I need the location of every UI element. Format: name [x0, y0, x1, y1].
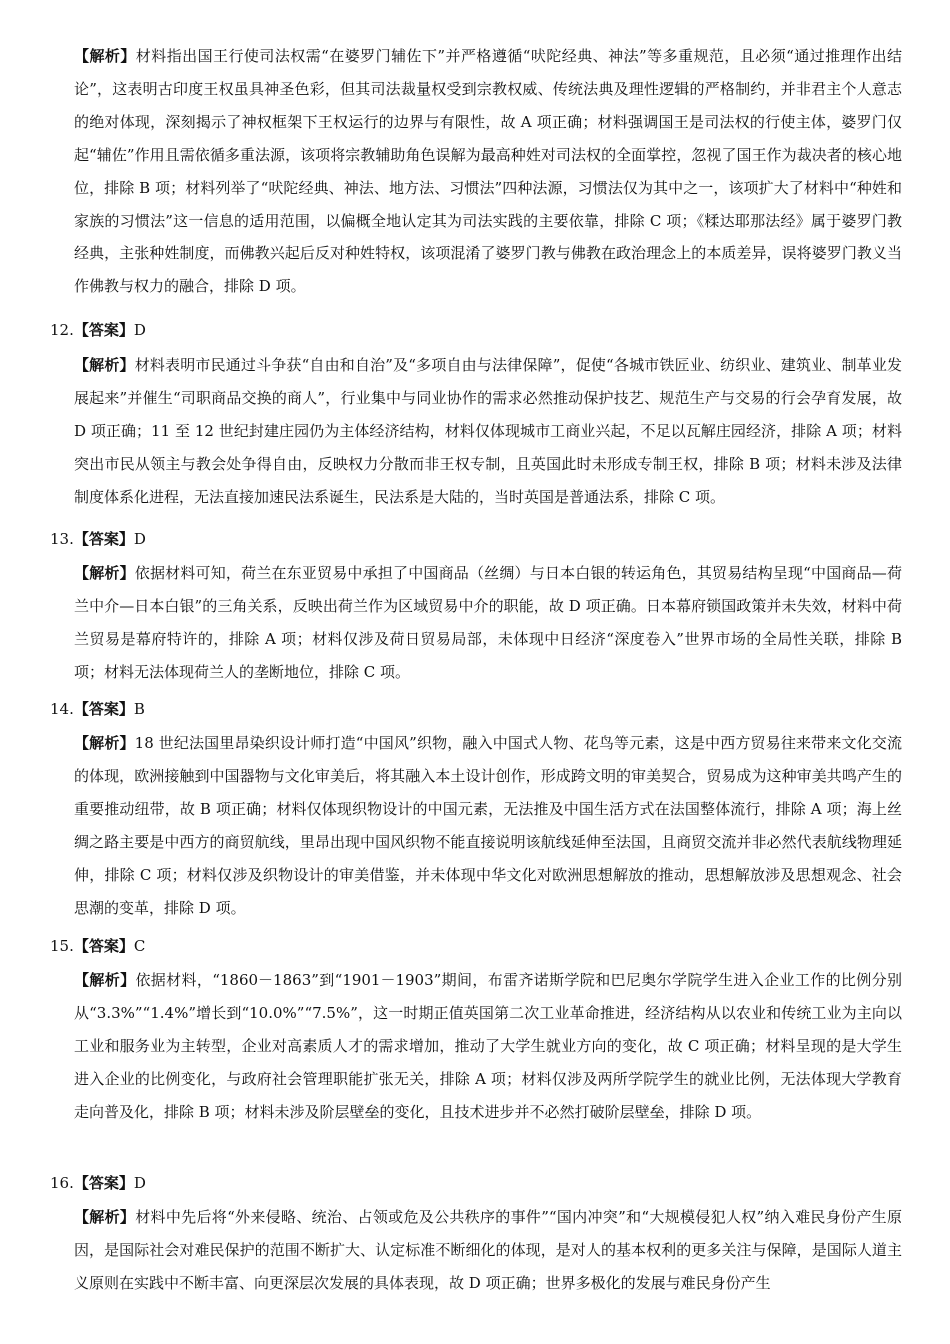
question-number: 14.	[50, 700, 74, 718]
analysis-label: 【解析】	[74, 47, 136, 65]
question-number: 12.	[50, 321, 74, 339]
analysis-text: 依据材料可知，荷兰在东亚贸易中承担了中国商品（丝绸）与日本白银的转运角色，其贸易结构呈现“中国商品—荷兰中介—日本白银”的三角关系，反映出荷兰作为区域贸易中介的职能，故 D 项正确。日本幕府锁国政策并未失效，材料中荷兰贸易是幕府特许的，排除 A 项；材料仅涉及荷日贸易局部，未体现中日经济“深度卷入”世界市场的全局性关联，排除 B 项；材料无法体现荷兰人的垄断地位，排除 C 项。	[74, 564, 902, 681]
analysis-text: 材料指出国王行使司法权需“在婆罗门辅佐下”并严格遵循“吠陀经典、神法”等多重规范，且必须“通过推理作出结论”，这表明古印度王权虽具神圣色彩，但其司法裁量权受到宗教权威、传统法典及理性逻辑的严格制约，并非君主个人意志的绝对体现，深刻揭示了神权框架下王权运行的边界与有限性，故 A 项正确；材料强调国王是司法权的行使主体，婆罗门仅起“辅佐”作用且需依循多重法源，该项将宗教辅助角色误解为最高种姓对司法权的全面掌控，忽视了国王作为裁决者的核心地位，排除 B 项；材料列举了“吠陀经典、神法、地方法、习惯法”四种法源，习惯法仅为其中之一，该项扩大了材料中“种姓和家族的习惯法”这一信息的适用范围，以偏概全地认定其为司法实践的主要依靠，排除 C 项；《糅达耶那法经》属于婆罗门教经典，主张种姓制度，而佛教兴起后反对种姓特权，该项混淆了婆罗门教与佛教在政治理念上的本质差异，误将婆罗门教义当作佛教与权力的融合，排除 D 项。	[74, 47, 902, 296]
analysis-15	[74, 964, 902, 1129]
analysis-text: 18 世纪法国里昂染织设计师打造“中国风”织物，融入中国式人物、花鸟等元素，这是中西方贸易往来带来文化交流的体现，欧洲接触到中国器物与文化审美后，将其融入本土设计创作，形成跨文明的审美契合，贸易成为这种审美共鸣产生的重要推动纽带，故 B 项正确；材料仅体现织物设计的中国元素，无法推及中国生活方式在法国整体流行，排除 A 项；海上丝绸之路主要是中西方的商贸航线，里昂出现中国风织物不能直接说明该航线延伸至法国，且商贸交流并非必然代表航线物理延伸，排除 C 项；材料仅涉及织物设计的审美借鉴，并未体现中华文化对欧洲思想解放的推动，思想解放涉及思想观念、社会思潮的变革，排除 D 项。	[74, 734, 902, 917]
analysis-13	[74, 557, 902, 689]
question-number: 16.	[50, 1174, 74, 1192]
analysis-label: 【解析】	[74, 564, 135, 582]
analysis-text: 材料表明市民通过斗争获“自由和自治”及“多项自由与法律保障”，促使“各城市铁匠业、纺织业、建筑业、制革业发展起来”并催生“司职商品交换的商人”，行业集中与同业协作的需求必然推动保护技艺、规范生产与交易的行会孕育发展，故 D 项正确；11 至 12 世纪封建庄园仍为主体经济结构，材料仅体现城市工商业兴起，不足以瓦解庄园经济，排除 A 项；材料突出市民从领主与教会处争得自由，反映权力分散而非王权专制，且英国此时未形成专制王权，排除 B 项；材料未涉及法律制度体系化进程，无法直接加速民法系诞生，民法系是大陆的，当时英国是普通法系，排除 C 项。	[74, 356, 902, 506]
question-number: 15.	[50, 937, 74, 955]
answer-label: 【答案】	[73, 1174, 134, 1192]
question-number: 13.	[50, 530, 74, 548]
analysis-label: 【解析】	[74, 356, 135, 374]
analysis-12	[74, 349, 902, 514]
answer-12	[50, 320, 146, 340]
analysis-label: 【解析】	[74, 734, 135, 752]
answer-value: C	[133, 937, 146, 955]
analysis-label: 【解析】	[74, 971, 136, 989]
analysis-16	[74, 1201, 902, 1300]
answer-13	[50, 529, 146, 549]
answer-value: D	[133, 321, 146, 339]
answer-15	[50, 936, 145, 956]
analysis-14	[74, 727, 902, 924]
answer-label: 【答案】	[73, 530, 134, 548]
analysis-11	[74, 40, 902, 303]
answer-value: D	[133, 530, 146, 548]
answer-label: 【答案】	[73, 937, 134, 955]
analysis-label: 【解析】	[74, 1208, 136, 1226]
answer-16	[50, 1173, 146, 1193]
analysis-text: 依据材料，“1860－1863”到“1901－1903”期间，布雷齐诺斯学院和巴尼奥尔学院学生进入企业工作的比例分别从“3.3%”“1.4%”增长到“10.0%”“7.5%”，这一时期正值英国第二次工业革命推进，经济结构从以农业和传统工业为主向以工业和服务业为主转型，企业对高素质人才的需求增加，推动了大学生就业方向的变化，故 C 项正确；材料呈现的是大学生进入企业的比例变化，与政府社会管理职能扩张无关，排除 A 项；材料仅涉及两所学院学生的就业比例，无法体现大学教育走向普及化，排除 B 项；材料未涉及阶层壁垒的变化，且技术进步并不必然打破阶层壁垒，排除 D 项。	[74, 971, 902, 1121]
answer-label: 【答案】	[73, 321, 134, 339]
answer-value: B	[133, 700, 145, 718]
answer-14	[50, 699, 145, 719]
answer-value: D	[133, 1174, 146, 1192]
analysis-text: 材料中先后将“外来侵略、统治、占领或危及公共秩序的事件”“国内冲突”和“大规模侵犯人权”纳入难民身份产生原因，是国际社会对难民保护的范围不断扩大、认定标准不断细化的体现，是对人的基本权利的更多关注与保障，是国际人道主义原则在实践中不断丰富、向更深层次发展的具体表现，故 D 项正确；世界多极化的发展与难民身份产生	[74, 1208, 902, 1292]
answer-label: 【答案】	[73, 700, 134, 718]
